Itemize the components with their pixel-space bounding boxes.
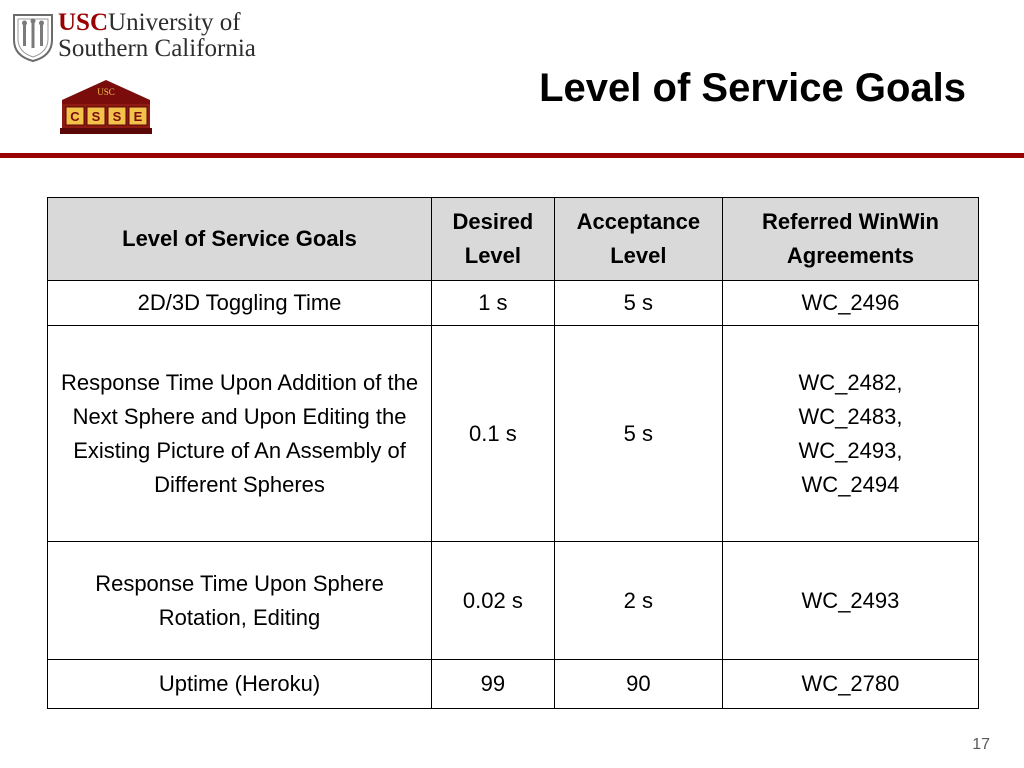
table-cell: 99 [432,660,555,709]
column-header: Desired Level [432,198,555,281]
header-divider [0,153,1024,158]
column-header: Acceptance Level [554,198,722,281]
table-row [48,660,979,709]
csse-letter: C [70,109,80,124]
table-cell: 2 s [554,542,722,660]
csse-logo [58,78,154,136]
table-cell: 1 s [432,281,555,326]
table-cell: 0.1 s [432,326,555,542]
csse-letter: E [133,109,143,124]
table-cell: 5 s [554,326,722,542]
csse-letter: S [91,109,101,124]
table-cell: 0.02 s [432,542,555,660]
usc-line2-text: Southern California [58,35,256,62]
table-cell: WC_2482, WC_2483, WC_2493, WC_2494 [722,326,978,542]
usc-seal-icon [12,12,54,62]
table-cell: 90 [554,660,722,709]
table-cell: 5 s [554,281,722,326]
table-cell: WC_2496 [722,281,978,326]
column-header: Level of Service Goals [48,198,432,281]
page-number: 17 [972,736,990,753]
usc-line1-text: University of [108,9,241,36]
table-row [48,542,979,660]
csse-top-text: USC [97,87,115,97]
table-row [48,281,979,326]
column-header: Referred WinWin Agreements [722,198,978,281]
page-title: Level of Service Goals [539,66,966,110]
table-cell: Response Time Upon Sphere Rotation, Editing [48,542,432,660]
csse-letter: S [112,109,122,124]
table-cell: WC_2780 [722,660,978,709]
table-header-row [48,198,979,281]
table-cell: 2D/3D Toggling Time [48,281,432,326]
usc-abbr: USC [58,9,109,36]
table-cell: WC_2493 [722,542,978,660]
table-row [48,326,979,542]
service-goals-table [47,197,979,709]
table-cell: Response Time Upon Addition of the Next Sphere and Upon Editing the Existing Picture of An Assembly of Different Spheres [48,326,432,542]
usc-wordmark [58,10,256,62]
usc-logo [12,9,256,66]
table-cell: Uptime (Heroku) [48,660,432,709]
